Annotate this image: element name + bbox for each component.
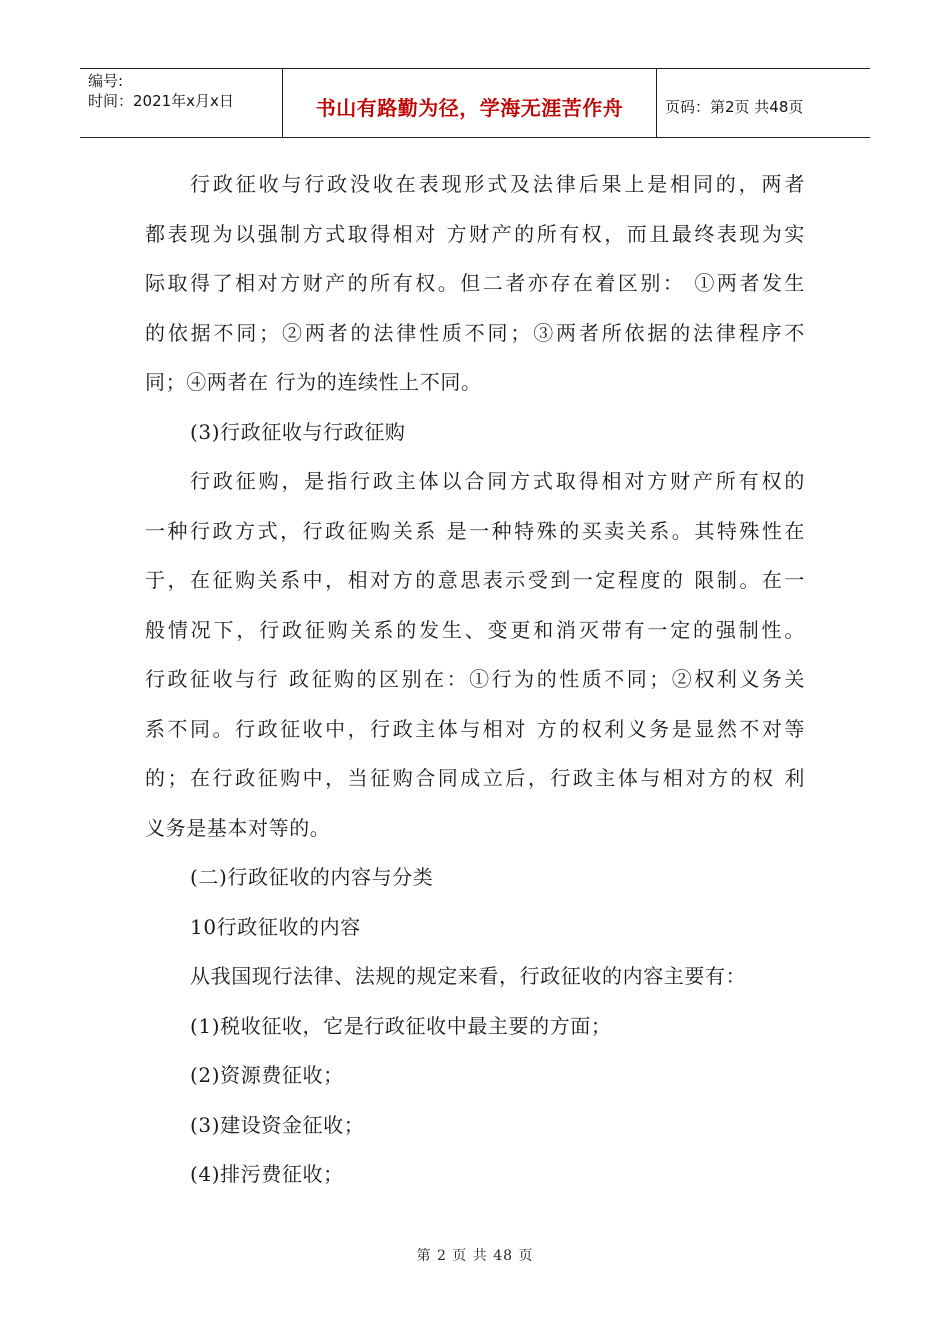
paragraph-line: 同；④两者在 行为的连续性上不同。 (145, 370, 482, 394)
paragraph-line: 从我国现行法律、法规的规定来看，行政征收的内容主要有： (190, 964, 747, 988)
page-header (80, 68, 870, 138)
subsection-heading: 10行政征收的内容 (190, 914, 361, 939)
paragraph-line: 般情况下，行政征购关系的发生、变更和消灭带有一定的强制性。 (145, 617, 805, 642)
paragraph-line: 都表现为以强制方式取得相对 方财产的所有权，而且最终表现为实 (145, 221, 805, 246)
header-page-info: 页码：第2页 共48页 (665, 97, 804, 116)
list-item: (1)税收征收，它是行政征收中最主要的方面； (190, 1013, 612, 1038)
paragraph-line: 一种行政方式，行政征购关系 是一种特殊的买卖关系。其特殊性在 (145, 518, 805, 543)
document-number-label: 编号: (88, 72, 124, 90)
section-heading: (3)行政征收与行政征购 (190, 419, 406, 444)
paragraph-line: 义务是基本对等的。 (145, 815, 331, 840)
document-body (145, 160, 805, 1200)
paragraph-line: 的依据不同；②两者的法律性质不同；③两者所依据的法律程序不 (145, 320, 805, 345)
document-time-label: 时间：2021年x月x日 (88, 92, 234, 110)
list-item: (2)资源费征收； (190, 1063, 344, 1087)
paragraph-line: 系不同。行政征收中，行政主体与相对 方的权利义务是显然不对等 (145, 716, 805, 741)
paragraph-line: 的；在行政征购中，当征购合同成立后，行政主体与相对方的权 利 (145, 766, 805, 790)
page-footer: 第 2 页 共 48 页 (416, 1248, 534, 1264)
paragraph-line: 际取得了相对方财产的所有权。但二者亦存在着区别： ①两者发生 (145, 271, 805, 295)
section-heading: (二)行政征收的内容与分类 (190, 865, 434, 889)
paragraph-line: 行政征收与行 政征购的区别在：①行为的性质不同；②权利义务关 (145, 667, 805, 691)
header-meta-cell (80, 69, 283, 137)
list-item: (3)建设资金征收； (190, 1112, 365, 1137)
paragraph-line: 行政征购，是指行政主体以合同方式取得相对方财产所有权的 (190, 469, 805, 493)
header-motto: 书山有路勤为径，学海无涯苦作舟 (283, 69, 657, 137)
list-item: (4)排污费征收； (190, 1162, 344, 1186)
paragraph-line: 行政征收与行政没收在表现形式及法律后果上是相同的，两者 (190, 172, 805, 196)
paragraph-line: 于，在征购关系中，相对方的意思表示受到一定程度的 限制。在一 (145, 568, 805, 592)
